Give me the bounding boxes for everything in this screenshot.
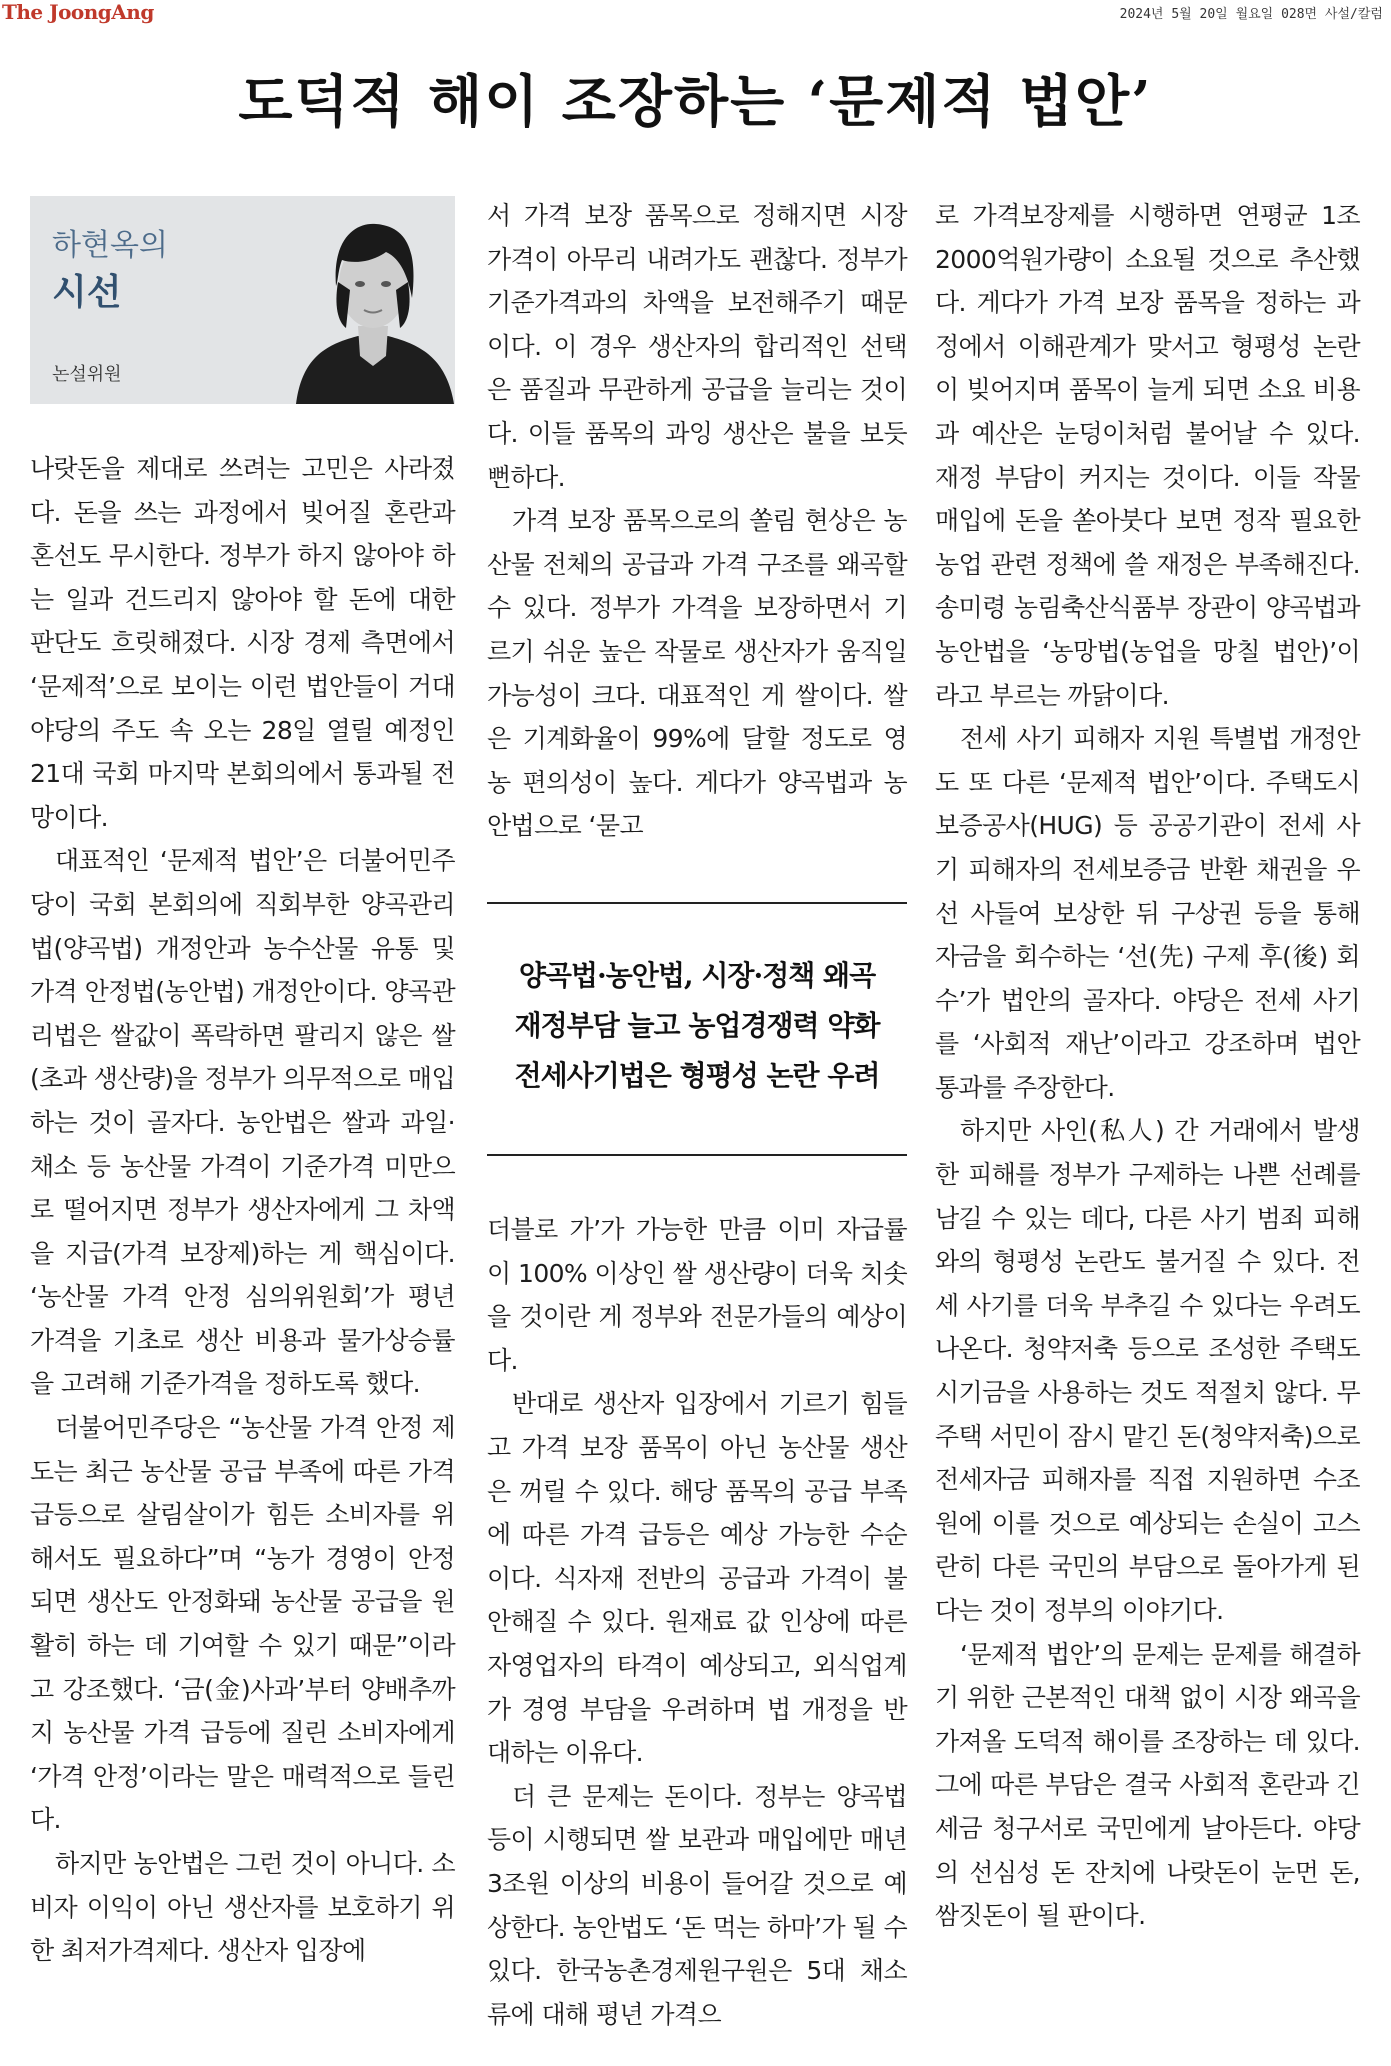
pull-quote-line: 재정부담 늘고 농업경쟁력 약화 — [514, 1009, 880, 1042]
paragraph: 서 가격 보장 품목으로 정해지면 시장 가격이 아무리 내려가도 괜찮다. 정부가 기준가격과의 차액을 보전해주기 때문이다. 이 경우 생산자의 합리적인 선택은 품질과 무관하게 공급을 늘리는 것이다. 이들 품목의 과잉 생산은 불을 보듯 뻔하다. — [487, 201, 907, 492]
paragraph: 나랏돈을 제대로 쓰려는 고민은 사라졌다. 돈을 쓰는 과정에서 빚어질 혼란과 혼선도 무시한다. 정부가 하지 않아야 하는 일과 건드리지 않아야 할 돈에 대한 판단도 흐릿해졌다. 시장 경제 측면에서 ‘문제적’으로 보이는 이런 법안들이 거대 야당의 주도 속 오는 28일 열릴 예정인 21대 국회 마지막 본회의에서 통과될 전망이다. — [30, 454, 455, 832]
paragraph: 더블로 가’가 가능한 만큼 이미 자급률이 100% 이상인 쌀 생산량이 더욱 치솟을 것이란 게 정부와 전문가들의 예상이다. — [487, 1215, 907, 1375]
article-column-2-top — [487, 194, 907, 848]
masthead — [0, 0, 1391, 30]
newspaper-logo: The JoongAng — [2, 0, 154, 24]
paragraph: 하지만 사인(私人) 간 거래에서 발생한 피해를 정부가 구제하는 나쁜 선례를 남길 수 있는 데다, 다른 사기 범죄 피해와의 형평성 논란도 불거질 수 있다. 전세 사기를 더욱 부추길 수 있다는 우려도 나온다. 청약저축 등으로 조성한 주택도시기금을 사용하는 것도 적절치 않다. 무주택 서민이 잠시 맡긴 돈(청약저축)으로 전세자금 피해자를 직접 지원하면 수조 원에 이를 것으로 예상되는 손실이 고스란히 다른 국민의 부담으로 돌아가게 된다는 것이 정부의 이야기다. — [935, 1116, 1360, 1625]
pull-quote-line: 양곡법·농안법, 시장·정책 왜곡 — [518, 959, 876, 992]
pull-quote-line: 전세사기법은 형평성 논란 우려 — [514, 1059, 880, 1092]
columnist-role: 논설위원 — [52, 364, 122, 385]
article-column-1 — [30, 447, 455, 1973]
paragraph: 대표적인 ‘문제적 법안’은 더불어민주당이 국회 본회의에 직회부한 양곡관리법(양곡법) 개정안과 농수산물 유통 및 가격 안정법(농안법) 개정안이다. 양곡관리법은 쌀값이 폭락하면 팔리지 않은 쌀(초과 생산량)을 정부가 의무적으로 매입하는 것이 골자다. 농안법은 쌀과 과일·채소 등 농산물 가격이 기준가격 미만으로 떨어지면 정부가 생산자에게 그 차액을 지급(가격 보장제)하는 게 핵심이다. ‘농산물 가격 안정 심의위원회’가 평년 가격을 기초로 생산 비용과 물가상승률을 고려해 기준가격을 정하도록 했다. — [30, 846, 455, 1399]
pull-quote — [487, 902, 907, 1156]
article-headline: 도덕적 해이 조장하는 ‘문제적 법안’ — [238, 69, 1153, 135]
dateline: 2024년 5월 20일 월요일 028면 사설/칼럼 — [1119, 7, 1383, 22]
columnist-name: 하현옥의 — [52, 228, 168, 263]
paragraph: 전세 사기 피해자 지원 특별법 개정안도 또 다른 ‘문제적 법안’이다. 주택도시보증공사(HUG) 등 공공기관이 전세 사기 피해자의 전세보증금 반환 채권을 우선 사들여 보상한 뒤 구상권 등을 통해 자금을 회수하는 ‘선(先) 구제 후(後) 회수’가 법안의 골자다. 야당은 전세 사기를 ‘사회적 재난’이라고 강조하며 법안 통과를 주장한다. — [935, 724, 1360, 1102]
paragraph: 반대로 생산자 입장에서 기르기 힘들고 가격 보장 품목이 아닌 농산물 생산은 꺼릴 수 있다. 해당 품목의 공급 부족에 따른 가격 급등은 예상 가능한 수순이다. 식자재 전반의 공급과 가격이 불안해질 수 있다. 원재료 값 인상에 따른 자영업자의 타격이 예상되고, 외식업계가 경영 부담을 우려하며 법 개정을 반대하는 이유다. — [487, 1389, 907, 1768]
article-column-3 — [935, 194, 1360, 1938]
paragraph: 하지만 농안법은 그런 것이 아니다. 소비자 이익이 아닌 생산자를 보호하기 위한 최저가격제다. 생산자 입장에 — [30, 1849, 455, 1966]
paragraph: ‘문제적 법안’의 문제는 문제를 해결하기 위한 근본적인 대책 없이 시장 왜곡을 가져올 도덕적 해이를 조장하는 데 있다. 그에 따른 부담은 결국 사회적 혼란과 긴 세금 청구서로 국민에게 날아든다. 야당의 선심성 돈 잔치에 나랏돈이 눈먼 돈, 쌈짓돈이 될 판이다. — [935, 1639, 1360, 1931]
article-column-2-bottom — [487, 1208, 907, 2036]
column-series-title: 시선 — [52, 272, 122, 313]
columnist-box — [30, 196, 455, 404]
paragraph: 더 큰 문제는 돈이다. 정부는 양곡법 등이 시행되면 쌀 보관과 매입에만 매년 3조원 이상의 비용이 들어갈 것으로 예상한다. 농안법도 ‘돈 먹는 하마’가 될 수 있다. 한국농촌경제원구원은 5대 채소류에 대해 평년 가격으 — [487, 1781, 907, 2029]
columnist-portrait — [288, 206, 458, 404]
paragraph: 가격 보장 품목으로의 쏠림 현상은 농산물 전체의 공급과 가격 구조를 왜곡할 수 있다. 정부가 가격을 보장하면서 기르기 쉬운 높은 작물로 생산자가 움직일 가능성이 크다. 대표적인 게 쌀이다. 쌀은 기계화율이 99%에 달할 정도로 영농 편의성이 높다. 게다가 양곡법과 농안법으로 ‘묻고 — [487, 506, 907, 841]
paragraph: 더불어민주당은 “농산물 가격 안정 제도는 최근 농산물 공급 부족에 따른 가격 급등으로 살림살이가 힘든 소비자를 위해서도 필요하다”며 “농가 경영이 안정되면 생산도 안정화돼 농산물 공급을 원활히 하는 데 기여할 수 있기 때문”이라고 강조했다. ‘금(金)사과’부터 양배추까지 농산물 가격 급등에 질린 소비자에게 ‘가격 안정’이라는 말은 매력적으로 들린다. — [30, 1413, 455, 1835]
paragraph: 로 가격보장제를 시행하면 연평균 1조2000억원가량이 소요될 것으로 추산했다. 게다가 가격 보장 품목을 정하는 과정에서 이해관계가 맞서고 형평성 논란이 빚어지며 품목이 늘게 되면 소요 비용과 예산은 눈덩이처럼 불어날 수 있다. 재정 부담이 커지는 것이다. 이들 작물 매입에 돈을 쏟아붓다 보면 정작 필요한 농업 관련 정책에 쓸 재정은 부족해진다. 송미령 농림축산식품부 장관이 양곡법과 농안법을 ‘농망법(농업을 망칠 법안)’이라고 부르는 까닭이다. — [935, 201, 1360, 710]
